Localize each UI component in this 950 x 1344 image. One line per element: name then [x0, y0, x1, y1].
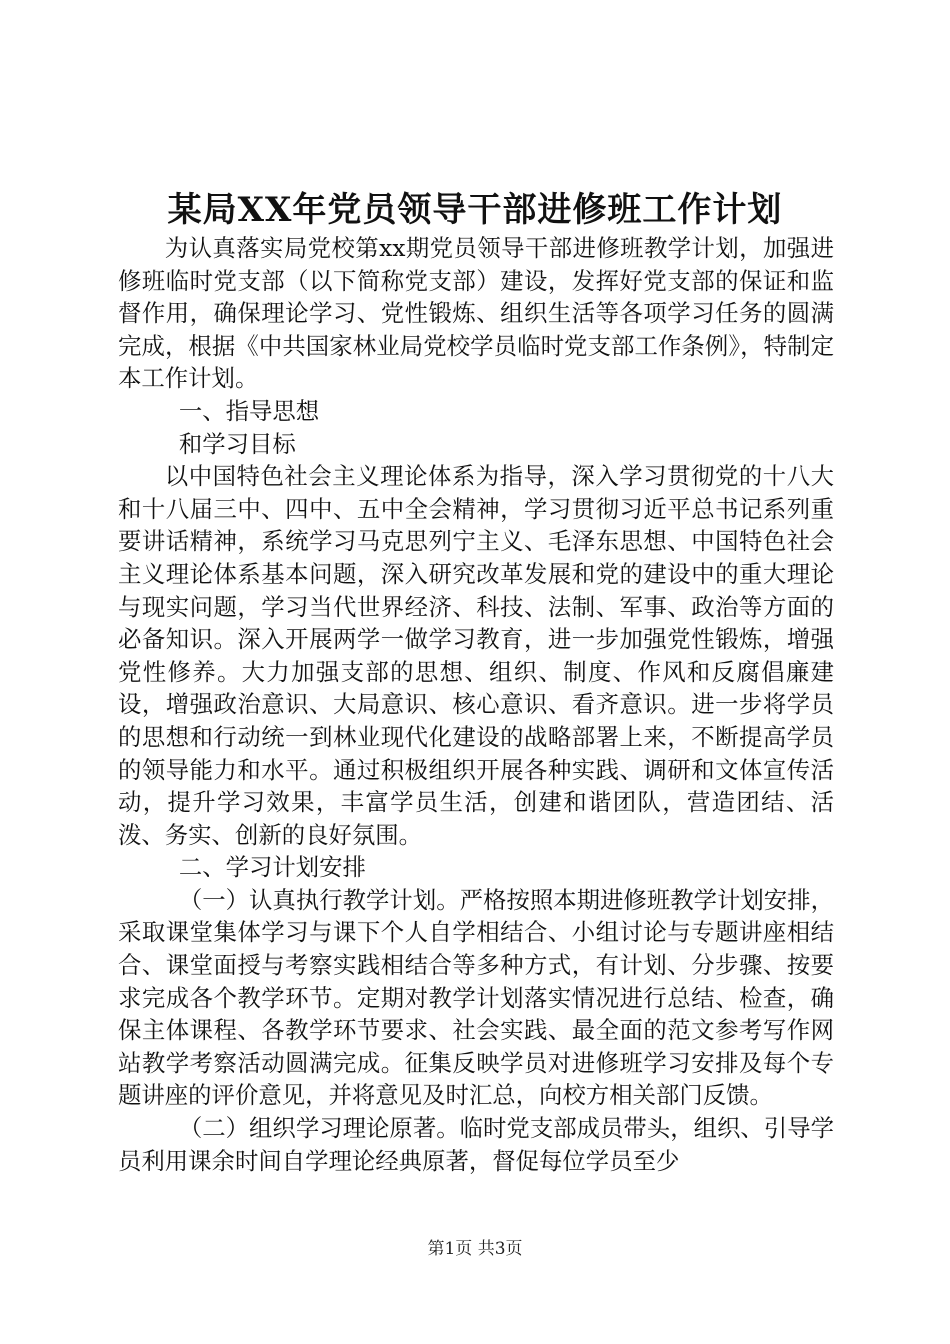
section-heading-study-plan: 二、学习计划安排: [178, 853, 366, 882]
intro-paragraph: 为认真落实局党校第xx期党员领导干部进修班教学计划，加强进修班临时党支部（以下简称党支部）建设，发挥好党支部的保证和监督作用，确保理论学习、党性锻炼、组织生活等各项学习任务的圆满完成，根据《中共国家林业局党校学员临时党支部工作条例》，特制定本工作计划。: [118, 234, 834, 393]
section-heading-learning-goal: 和学习目标: [178, 429, 296, 458]
study-plan-item-2: （二）组织学习理论原著。临时党支部成员带头，组织、引导学员利用课余时间自学理论经典原著，督促每位学员至少: [118, 1114, 834, 1175]
page-number-footer: 第1页 共3页: [427, 1239, 523, 1259]
study-plan-item-1: （一）认真执行教学计划。严格按照本期进修班教学计划安排，采取课堂集体学习与课下个人自学相结合、小组讨论与专题讲座相结合、课堂面授与考察实践相结合等多种方式，有计划、分步骤、按要求完成各个教学环节。定期对教学计划落实情况进行总结、检查，确保主体课程、各教学环节要求、社会实践、最全面的范文参考写作网站教学考察活动圆满完成。征集反映学员对进修班学习安排及每个专题讲座的评价意见，并将意见及时汇总，向校方相关部门反馈。: [118, 885, 834, 1110]
document-title: 某局XX年党员领导干部进修班工作计划: [167, 190, 783, 230]
document-body: [118, 232, 834, 1177]
section-heading-guiding-thought: 一、指导思想: [178, 396, 320, 425]
guiding-thought-paragraph: 以中国特色社会主义理论体系为指导，深入学习贯彻党的十八大和十八届三中、四中、五中全会精神，学习贯彻习近平总书记系列重要讲话精神，系统学习马克思列宁主义、毛泽东思想、中国特色社会主义理论体系基本问题，深入研究改革发展和党的建设中的重大理论与现实问题，学习当代世界经济、科技、法制、军事、政治等方面的必备知识。深入开展两学一做学习教育，进一步加强党性锻炼，增强党性修养。大力加强支部的思想、组织、制度、作风和反腐倡廉建设，增强政治意识、大局意识、核心意识、看齐意识。进一步将学员的思想和行动统一到林业现代化建设的战略部署上来，不断提高学员的领导能力和水平。通过积极组织开展各种实践、调研和文体宣传活动，提升学习效果，丰富学员生活，创建和谐团队，营造团结、活泼、务实、创新的良好氛围。: [118, 462, 834, 849]
